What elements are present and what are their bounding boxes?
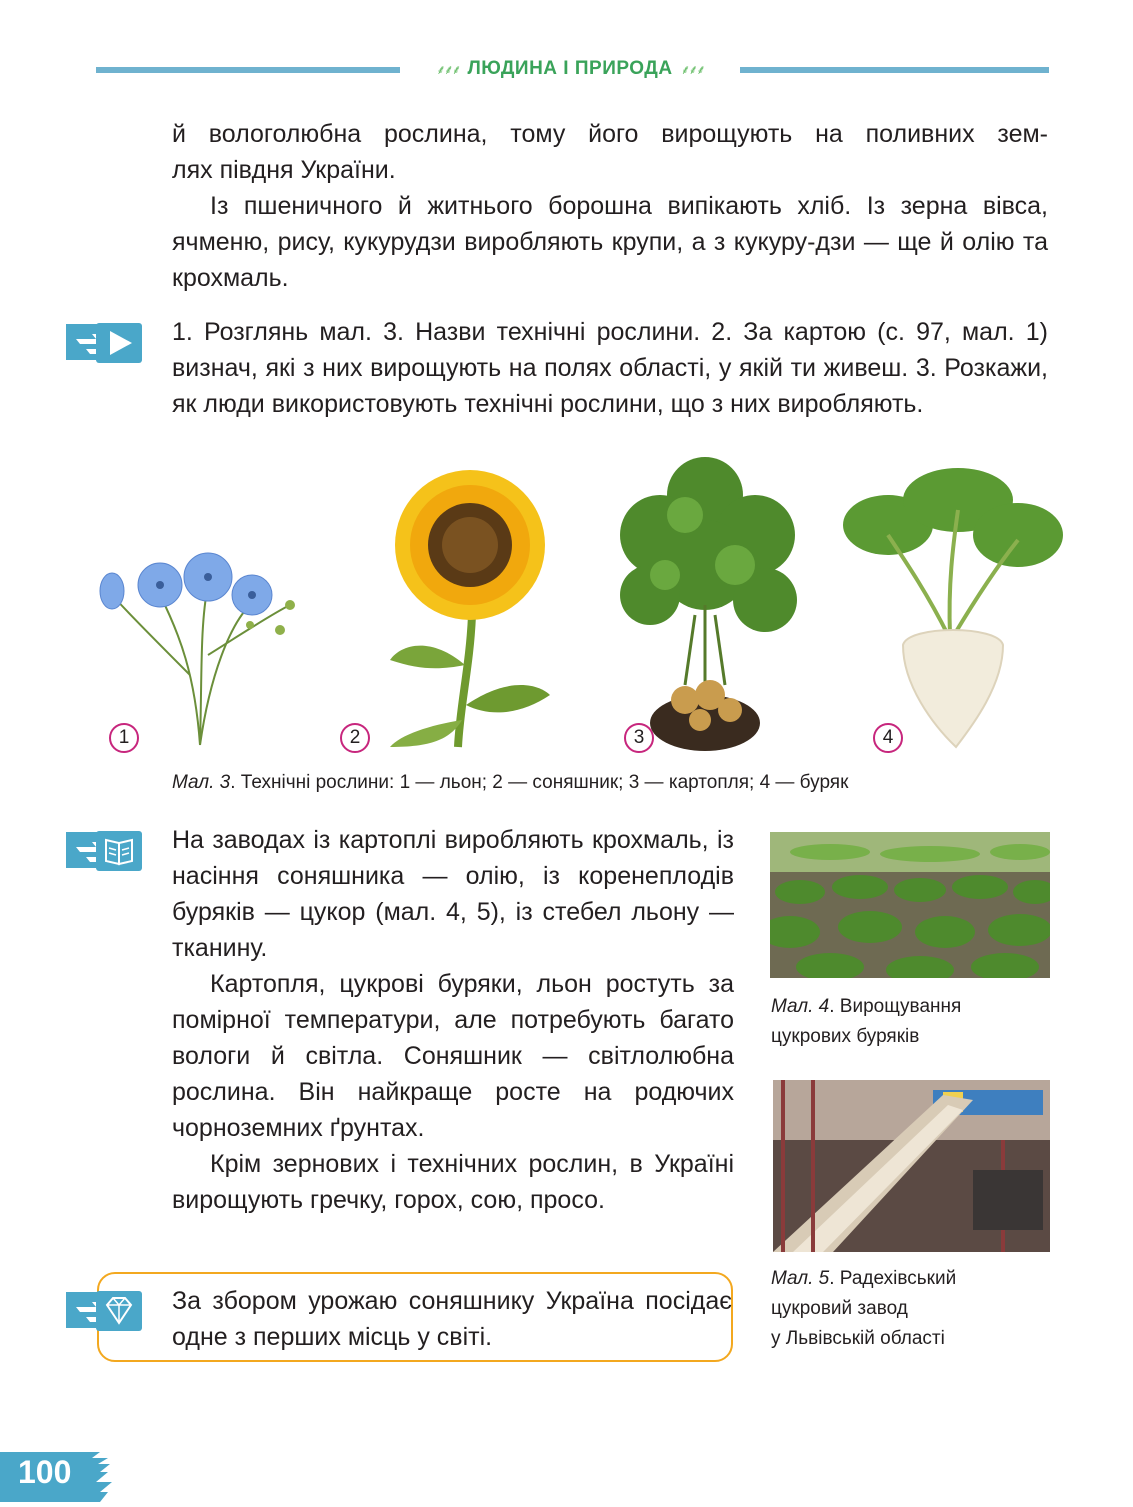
figure-number-1: 1 — [109, 723, 139, 753]
diamond-icon — [62, 1288, 146, 1334]
figure3-caption-text: . Технічні рослини: 1 — льон; 2 — соняшник; 3 — картопля; 4 — буряк — [230, 772, 849, 793]
figure5-text: . Радехівський — [829, 1268, 957, 1289]
figure4-line2: цукрових буряків — [771, 1026, 920, 1047]
reading-paragraph3: Крім зернових і технічних рослин, в Україні вирощують гречку, горох, сою, просо. — [172, 1150, 734, 1214]
task-marker — [62, 320, 146, 366]
play-icon — [62, 320, 146, 366]
figure4-ref: Мал. 4 — [771, 996, 830, 1017]
sunflower-illustration — [380, 455, 560, 755]
reading-paragraph2: Картопля, цукрові буряки, льон ростуть за помірної температури, але потребують багато вологи й світла. Соняшник — світлолюбна рослина. Він найкраще росте на родючих чорноземних ґрунтах. — [172, 970, 734, 1142]
fact-text: За збором урожаю соняшнику Україна посідає одне з перших місць у світі. — [172, 1287, 732, 1351]
header — [400, 56, 740, 82]
figure4-caption — [771, 992, 1071, 1052]
flax-illustration — [90, 455, 310, 755]
fact-marker — [62, 1288, 146, 1334]
figure5-ref: Мал. 5 — [771, 1268, 830, 1289]
task-text: 1. Розглянь мал. 3. Назви технічні рослини. 2. За картою (с. 97, мал. 1) визнач, які з них вирощують на полях області, у якій ти живеш. 3. Розкажи, як люди використовують технічні рослини, що з них виробляють. — [172, 318, 1048, 418]
intro-line1: й вологолюбна рослина, тому його вирощують на поливних зем- — [172, 120, 1048, 148]
figure5-line3: у Львівській області — [771, 1328, 945, 1349]
sprig-left-icon: ⸙⸙⸙ — [436, 62, 460, 77]
section-title: ЛЮДИНА І ПРИРОДА — [467, 58, 673, 79]
reading-text — [172, 822, 734, 1218]
beet-field-photo — [770, 832, 1050, 978]
book-icon — [62, 828, 146, 874]
potato-illustration — [605, 455, 810, 755]
figure5-line2: цукровий завод — [771, 1298, 908, 1319]
beet-illustration — [838, 455, 1063, 755]
figure-number-3: 3 — [624, 723, 654, 753]
sugar-factory-photo — [773, 1080, 1050, 1252]
intro-line2: лях півдня України. — [172, 156, 396, 184]
figure3-caption — [172, 768, 1052, 798]
reading-marker — [62, 828, 146, 874]
figure5-caption — [771, 1264, 1071, 1354]
intro-paragraph2: Із пшеничного й житнього борошна випікають хліб. Із зерна вівса, ячменю, рису, кукурудзи виробляють крупи, а з кукуру-дзи — ще й олію та крохмаль. — [172, 192, 1048, 292]
page-number: 100 — [18, 1454, 72, 1490]
intro-text — [172, 116, 1048, 296]
figure-number-4: 4 — [873, 723, 903, 753]
reading-paragraph1: На заводах із картоплі виробляють крохмаль, із насіння соняшника — олію, із коренеплодів буряків — цукор (мал. 4, 5), із стебел льону — тканину. — [172, 826, 734, 962]
figure4-text: . Вирощування — [829, 996, 962, 1017]
figure-number-2: 2 — [340, 723, 370, 753]
figure3-ref: Мал. 3 — [172, 772, 231, 793]
sprig-right-icon: ⸙⸙⸙ — [680, 62, 704, 77]
